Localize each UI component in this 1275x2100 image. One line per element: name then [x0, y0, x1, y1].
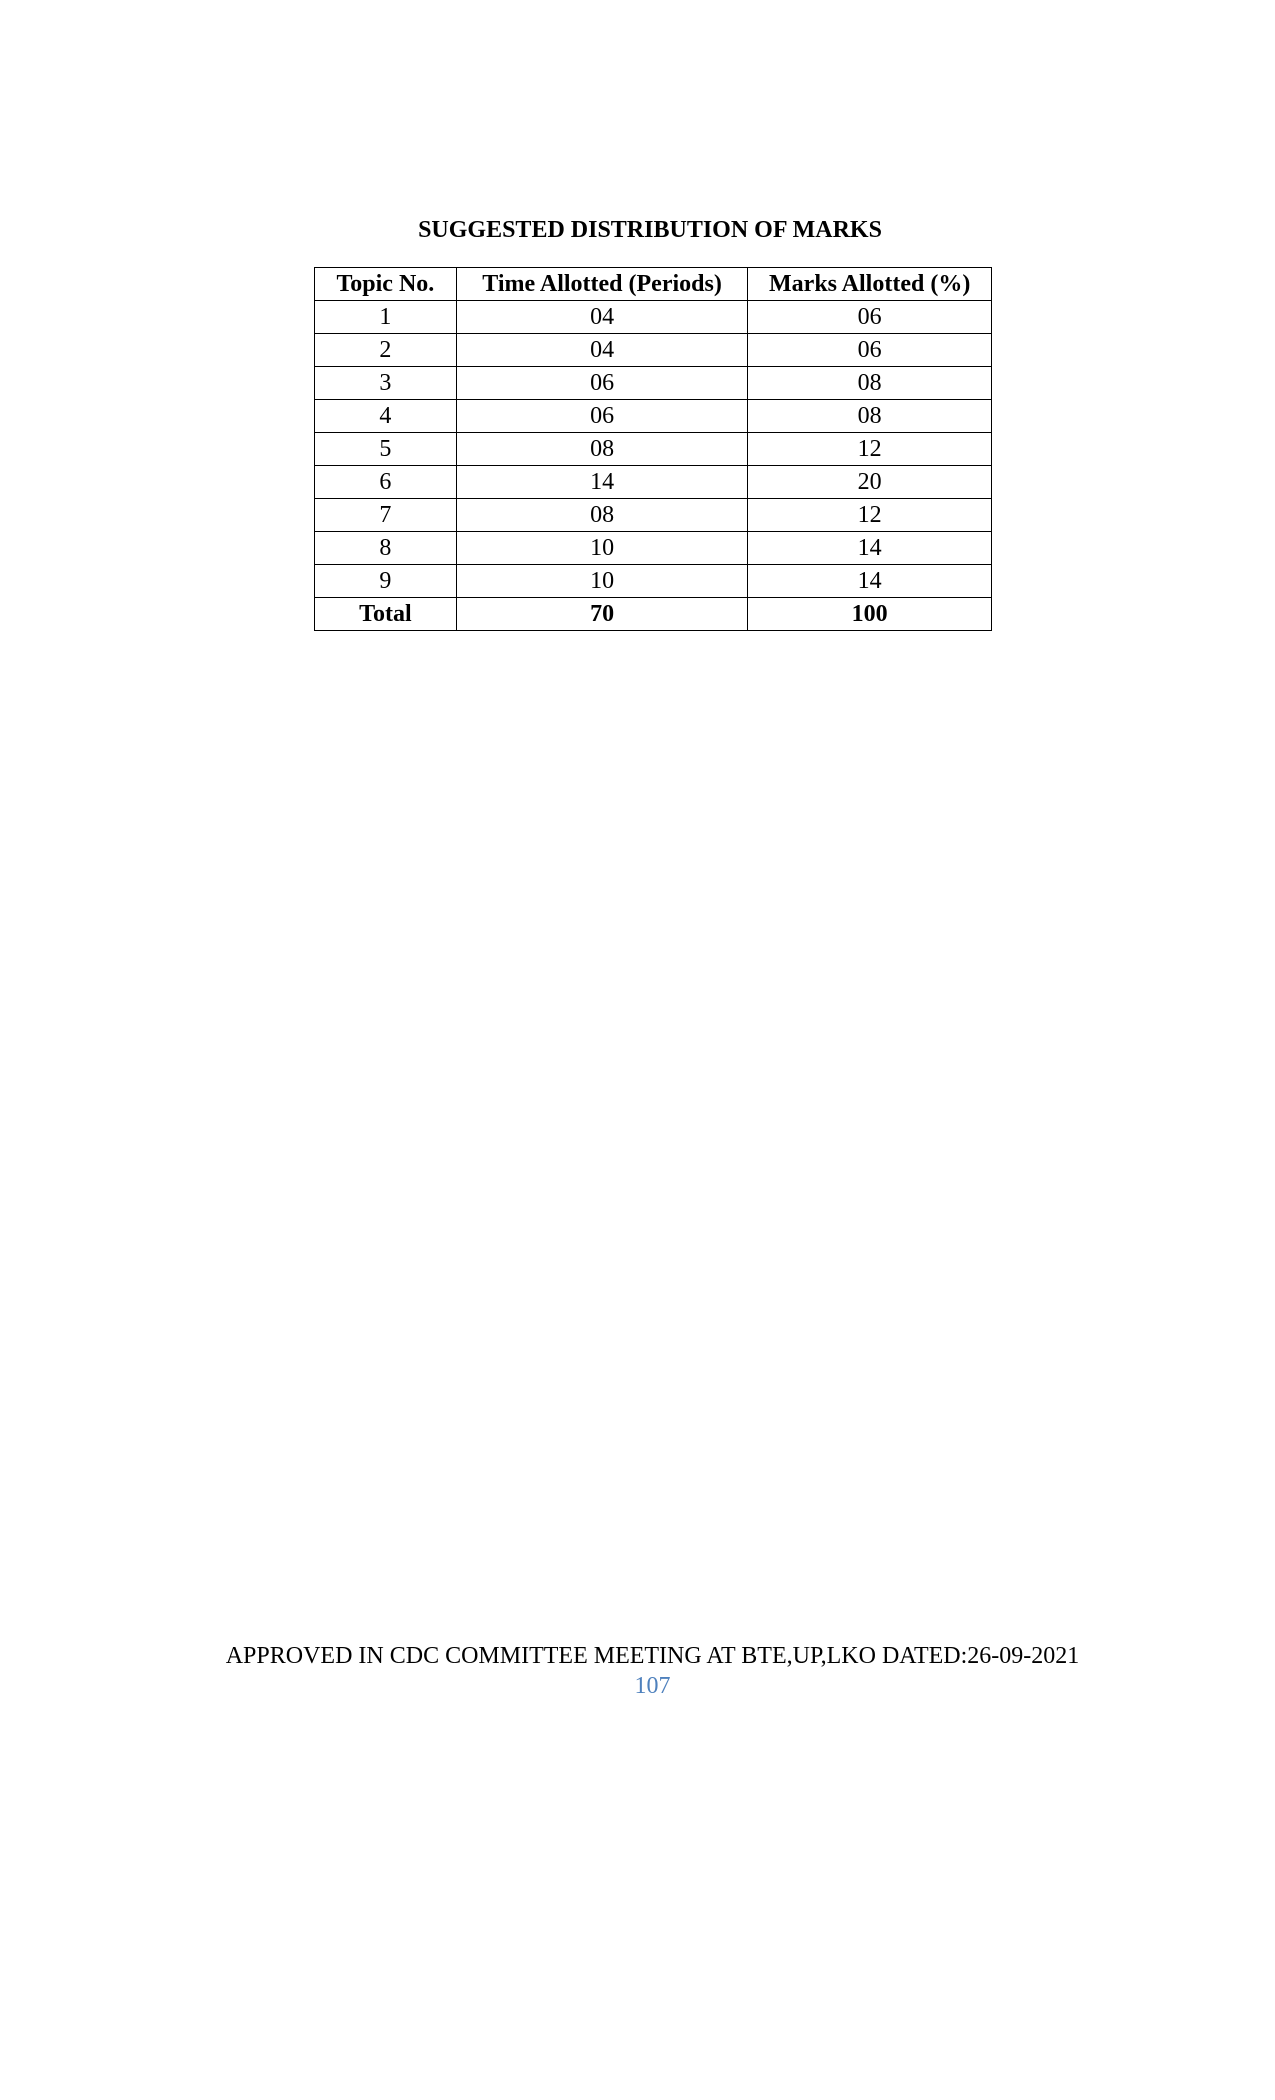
- total-marks-allotted: 100: [748, 598, 992, 631]
- table-row: [315, 367, 992, 400]
- page-number: 107: [634, 1673, 671, 1699]
- cell-marks-allotted: 08: [748, 400, 992, 433]
- table-row: [315, 466, 992, 499]
- cell-time-allotted: 14: [456, 466, 748, 499]
- table-total-row: [315, 598, 992, 631]
- cell-marks-allotted: 12: [748, 499, 992, 532]
- cell-time-allotted: 10: [456, 532, 748, 565]
- table-row: [315, 301, 992, 334]
- cell-marks-allotted: 12: [748, 433, 992, 466]
- table-row: [315, 400, 992, 433]
- approval-footer: APPROVED IN CDC COMMITTEE MEETING AT BTE,UP,LKO DATED:26-09-2021: [225, 1643, 1080, 1669]
- cell-marks-allotted: 06: [748, 301, 992, 334]
- cell-topic-no: 9: [315, 565, 457, 598]
- total-label: Total: [315, 598, 457, 631]
- cell-topic-no: 6: [315, 466, 457, 499]
- cell-time-allotted: 06: [456, 400, 748, 433]
- cell-time-allotted: 08: [456, 499, 748, 532]
- cell-marks-allotted: 08: [748, 367, 992, 400]
- cell-topic-no: 7: [315, 499, 457, 532]
- header-topic-no: Topic No.: [315, 268, 457, 301]
- cell-time-allotted: 08: [456, 433, 748, 466]
- cell-topic-no: 3: [315, 367, 457, 400]
- cell-marks-allotted: 14: [748, 532, 992, 565]
- cell-topic-no: 2: [315, 334, 457, 367]
- cell-marks-allotted: 20: [748, 466, 992, 499]
- table-row: [315, 565, 992, 598]
- table-row: [315, 532, 992, 565]
- cell-time-allotted: 10: [456, 565, 748, 598]
- header-marks-allotted: Marks Allotted (%): [748, 268, 992, 301]
- total-time-allotted: 70: [456, 598, 748, 631]
- table-row: [315, 499, 992, 532]
- header-time-allotted: Time Allotted (Periods): [456, 268, 748, 301]
- cell-marks-allotted: 06: [748, 334, 992, 367]
- table-row: [315, 433, 992, 466]
- cell-time-allotted: 04: [456, 301, 748, 334]
- cell-topic-no: 1: [315, 301, 457, 334]
- cell-marks-allotted: 14: [748, 565, 992, 598]
- table-row: [315, 334, 992, 367]
- cell-time-allotted: 06: [456, 367, 748, 400]
- cell-time-allotted: 04: [456, 334, 748, 367]
- document-title: SUGGESTED DISTRIBUTION OF MARKS: [418, 217, 882, 243]
- marks-distribution-table: [314, 267, 992, 631]
- cell-topic-no: 4: [315, 400, 457, 433]
- table-header-row: [315, 268, 992, 301]
- cell-topic-no: 5: [315, 433, 457, 466]
- cell-topic-no: 8: [315, 532, 457, 565]
